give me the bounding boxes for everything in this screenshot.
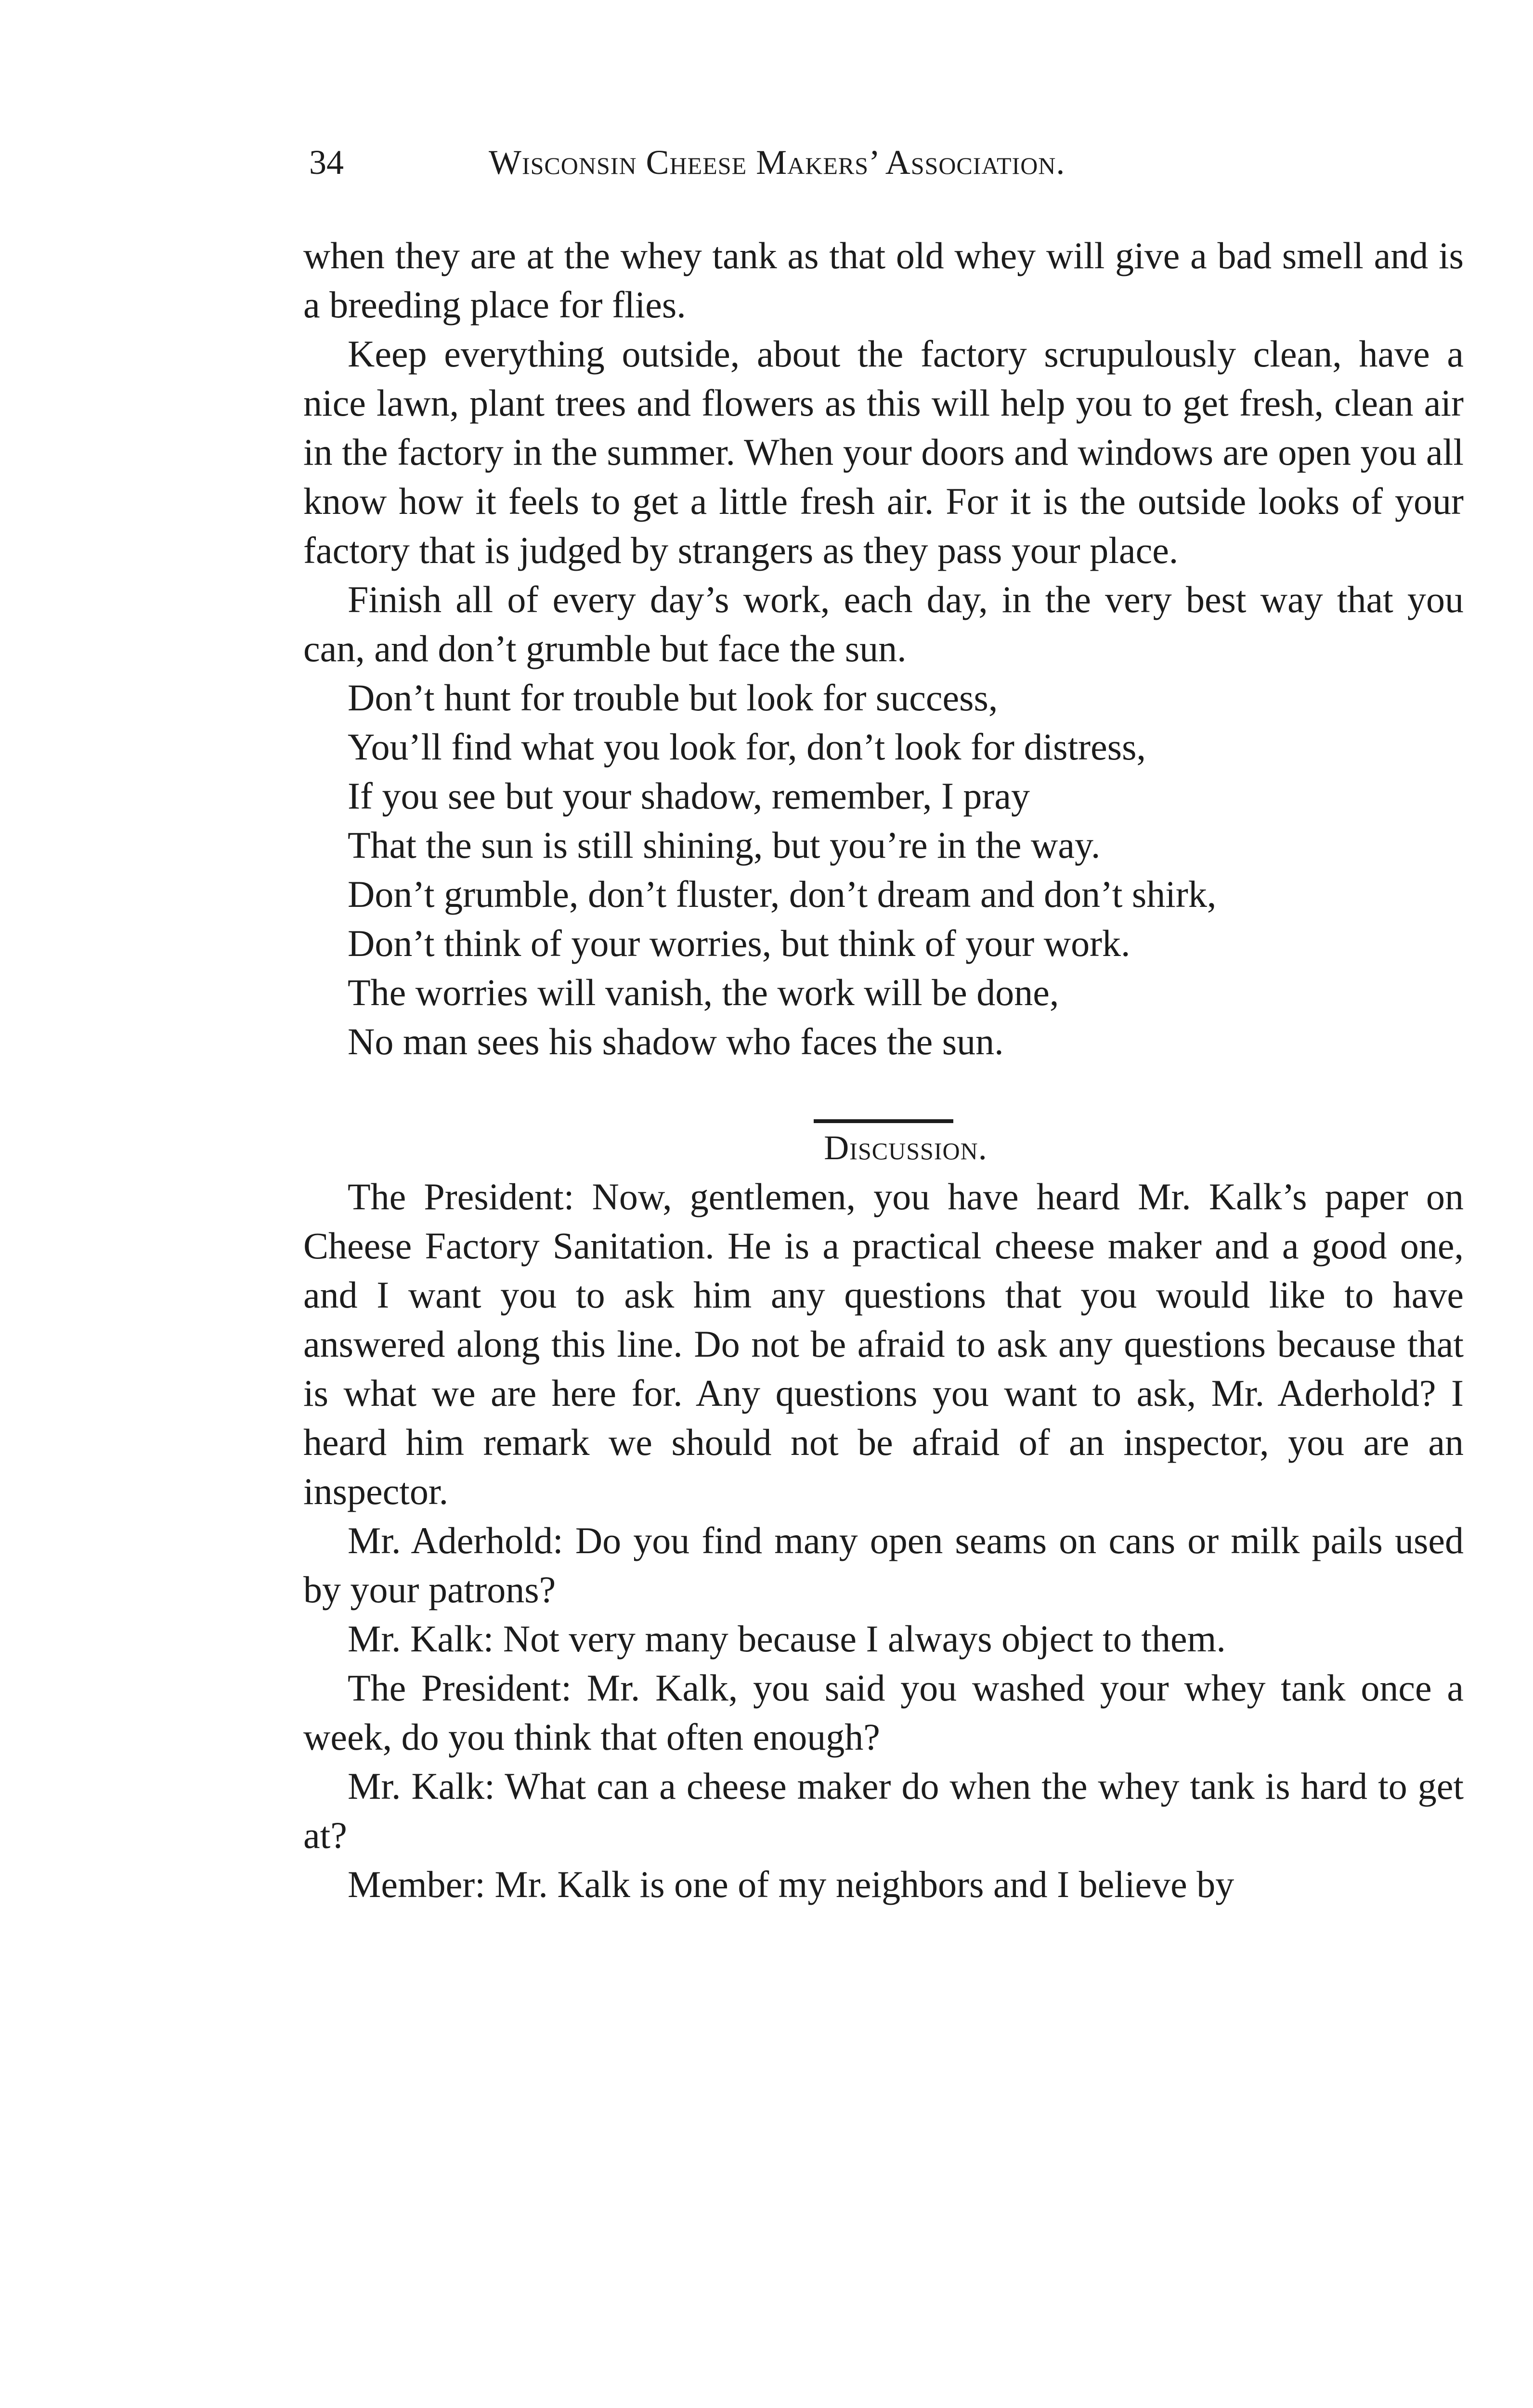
paragraph-president-intro: The President: Now, gentlemen, you have heard Mr. Kalk’s paper on Cheese Factory Sanitation. He is a practical cheese maker and a good one, and I want you to ask him any questions that you would like to have answered along this line. Do not be afraid to ask any questions because that is what we are here for. Any questions you want to ask, Mr. Aderhold? I heard him remark we should not be afraid of an inspector, you are an inspector. <box>303 1176 1464 1512</box>
paragraph-continued: when they are at the whey tank as that old whey will give a bad smell and is a breeding place for flies. <box>303 235 1464 326</box>
section-heading: Discussion. <box>824 1128 987 1167</box>
paragraph-president-question: The President: Mr. Kalk, you said you washed your whey tank once a week, do you think that often enough? <box>303 1667 1464 1758</box>
poem-line: The worries will vanish, the work will be done, <box>348 971 1059 1013</box>
poem <box>303 673 1464 1066</box>
poem-line: That the sun is still shining, but you’re in the way. <box>348 824 1101 866</box>
poem-line: Don’t grumble, don’t fluster, don’t dream and don’t shirk, <box>348 873 1217 915</box>
running-title: Wisconsin Cheese Makers’ Association. <box>489 143 1065 182</box>
poem-line: No man sees his shadow who faces the sun. <box>348 1021 1004 1062</box>
paragraph-member-remark: Member: Mr. Kalk is one of my neighbors and I believe by <box>348 1863 1234 1905</box>
section-divider <box>814 1119 953 1123</box>
page-number: 34 <box>309 143 344 182</box>
poem-line: Don’t hunt for trouble but look for success, <box>348 677 998 719</box>
paragraph-kalk-reply: Mr. Kalk: What can a cheese maker do when the whey tank is hard to get at? <box>303 1765 1464 1856</box>
paragraph-cleanliness: Keep everything outside, about the factory scrupulously clean, have a nice lawn, plant trees and flowers as this will help you to get fresh, clean air in the factory in the summer. When your doors and windows are open you all know how it feels to get a little fresh air. For it is the outside looks of your factory that is judged by strangers as they pass your place. <box>303 333 1464 571</box>
paragraph-finish-work: Finish all of every day’s work, each day, in the very best way that you can, and don’t grumble but face the sun. <box>303 578 1464 669</box>
poem-line: Don’t think of your worries, but think of your work. <box>348 922 1130 964</box>
poem-line: You’ll find what you look for, don’t look for distress, <box>348 726 1146 768</box>
page-body <box>303 231 1464 1909</box>
paragraph-kalk-answer: Mr. Kalk: Not very many because I always object to them. <box>348 1618 1226 1660</box>
poem-line: If you see but your shadow, remember, I pray <box>348 775 1030 817</box>
paragraph-aderhold-question: Mr. Aderhold: Do you find many open seams on cans or milk pails used by your patrons? <box>303 1519 1464 1610</box>
page-header <box>303 136 1464 189</box>
